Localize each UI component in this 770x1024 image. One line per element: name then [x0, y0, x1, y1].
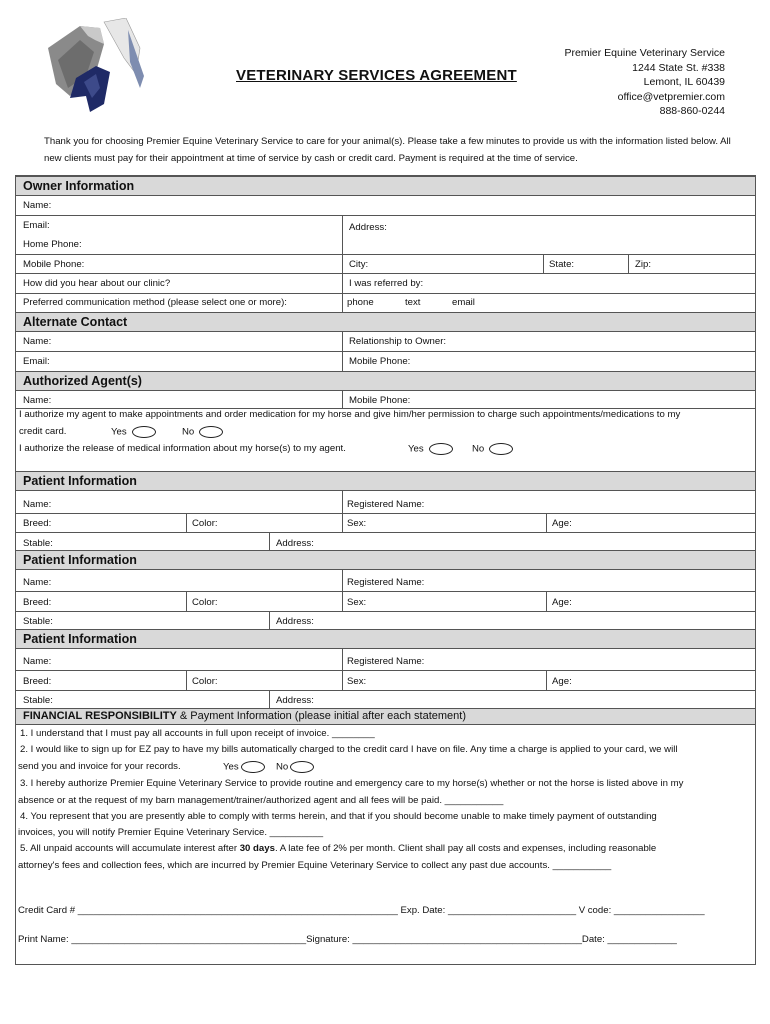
- no-radio[interactable]: [290, 761, 314, 773]
- patient-1-stable-field[interactable]: Stable:: [23, 538, 53, 549]
- clinic-city: Lemont, IL 60439: [643, 76, 725, 88]
- alternate-mobile-field[interactable]: Mobile Phone:: [349, 356, 411, 367]
- agent-mobile-field[interactable]: Mobile Phone:: [349, 395, 411, 406]
- patient-3-name-field[interactable]: Name:: [23, 656, 52, 667]
- patient-3-address-field[interactable]: Address:: [276, 695, 314, 706]
- signature-line[interactable]: Print Name: ____________________________________________Signature: ___________________________________________Date: _____________: [18, 934, 677, 945]
- clinic-name: Premier Equine Veterinary Service: [564, 47, 725, 59]
- patient-3-age-field[interactable]: Age:: [552, 676, 572, 687]
- agent-auth2-no[interactable]: [472, 443, 513, 456]
- patient-1-address-field[interactable]: Address:: [276, 538, 314, 549]
- statement-5a-post: . A late fee of 2% per month. Client shall pay all costs and expenses, including reasonable: [274, 843, 657, 854]
- hear-about-field[interactable]: How did you hear about our clinic?: [23, 278, 171, 289]
- clinic-phone: 888-860-0244: [659, 105, 725, 117]
- statement-5a: [20, 843, 656, 855]
- statement-2b: send you and invoice for your records.: [18, 761, 181, 772]
- statement-3b: absence or at the request of my barn management/trainer/authorized agent and all fees will be paid. ___________: [18, 795, 504, 806]
- owner-address-field[interactable]: Address:: [349, 222, 387, 233]
- patient-1-sex-field[interactable]: Sex:: [347, 518, 367, 529]
- clinic-street: 1244 State St. #338: [632, 61, 725, 74]
- alternate-email-field[interactable]: Email:: [23, 356, 50, 367]
- patient-2-color-field[interactable]: Color:: [192, 597, 218, 608]
- patient-2-registered-name-field[interactable]: Registered Name:: [347, 577, 425, 588]
- no-label: No: [472, 443, 485, 455]
- agent-auth1-no[interactable]: [182, 426, 223, 439]
- comm-option-phone[interactable]: phone: [347, 297, 374, 308]
- financial-title-bold: FINANCIAL RESPONSIBILITY: [23, 710, 177, 722]
- yes-radio[interactable]: [429, 443, 453, 455]
- section-patient-2-header: Patient Information: [16, 550, 755, 570]
- no-radio[interactable]: [199, 426, 223, 438]
- alternate-relationship-field[interactable]: Relationship to Owner:: [349, 336, 447, 347]
- patient-1-color-field[interactable]: Color:: [192, 518, 218, 529]
- owner-email-field[interactable]: Email:: [23, 220, 50, 231]
- patient-3-registered-name-field[interactable]: Registered Name:: [347, 656, 425, 667]
- section-owner-header: Owner Information: [16, 176, 755, 196]
- agent-authorization-text-1: I authorize my agent to make appointments and order medication for my horse and give him/her permission to charge such appointments/medications to my: [19, 409, 681, 420]
- clinic-contact-block: [565, 46, 726, 119]
- statement-5a-pre: 5. All unpaid accounts will accumulate interest after: [20, 843, 240, 854]
- section-agent-header: Authorized Agent(s): [16, 371, 755, 391]
- yes-radio[interactable]: [132, 426, 156, 438]
- preferred-communication-label: Preferred communication method (please select one or more):: [23, 297, 287, 308]
- agent-auth1-yes[interactable]: [111, 426, 156, 439]
- yes-label: Yes: [408, 443, 424, 455]
- patient-1-registered-name-field[interactable]: Registered Name:: [347, 499, 425, 510]
- statement-3a: 3. I hereby authorize Premier Equine Veterinary Service to provide routine and emergency care to my horse(s) whether or not the horse is listed above in my: [20, 778, 684, 789]
- patient-1-age-field[interactable]: Age:: [552, 518, 572, 529]
- yes-label: Yes: [111, 426, 127, 438]
- owner-zip-field[interactable]: Zip:: [635, 259, 651, 270]
- statement-5a-bold: 30 days: [239, 843, 275, 854]
- agent-authorization-text-1b: credit card.: [19, 426, 67, 437]
- owner-state-field[interactable]: State:: [549, 259, 575, 270]
- section-financial-header: [16, 708, 755, 725]
- statement-4b: invoices, you will notify Premier Equine Veterinary Service. __________: [18, 827, 324, 838]
- patient-1-name-field[interactable]: Name:: [23, 499, 52, 510]
- statement-2a: 2. I would like to sign up for EZ pay to have my bills automatically charged to the credit card I have on file. Any time a charge is applied to your card, we will: [20, 744, 678, 755]
- no-label: No: [276, 761, 289, 773]
- financial-title-rest: & Payment Information (please initial after each statement): [176, 710, 467, 722]
- statement-1: 1. I understand that I must pay all accounts in full upon receipt of invoice. ________: [20, 728, 375, 739]
- yes-radio[interactable]: [241, 761, 265, 773]
- patient-2-sex-field[interactable]: Sex:: [347, 597, 367, 608]
- document-title: VETERINARY SERVICES AGREEMENT: [236, 67, 517, 84]
- agent-name-field[interactable]: Name:: [23, 395, 52, 406]
- patient-3-breed-field[interactable]: Breed:: [23, 676, 52, 687]
- agent-auth2-yes[interactable]: [408, 443, 453, 456]
- owner-home-phone-field[interactable]: Home Phone:: [23, 239, 82, 250]
- patient-2-address-field[interactable]: Address:: [276, 616, 314, 627]
- clinic-email[interactable]: office@vetpremier.com: [617, 90, 725, 103]
- owner-name-field[interactable]: Name:: [23, 200, 52, 211]
- patient-2-age-field[interactable]: Age:: [552, 597, 572, 608]
- credit-card-line[interactable]: Credit Card # ____________________________________________________________ Exp. Date: ________________________ V code: _________________: [18, 905, 705, 916]
- statement-5b: attorney's fees and collection fees, which are incurred by Premier Equine Veterinary Service to collect any past due accounts. ___________: [18, 860, 612, 871]
- statement-4a: 4. You represent that you are presently able to comply with terms herein, and that if you should become unable to make timely payment of outstanding: [20, 811, 657, 822]
- section-patient-1-header: Patient Information: [16, 471, 755, 491]
- ezpay-yes[interactable]: [223, 761, 265, 774]
- section-patient-3-header: Patient Information: [16, 629, 755, 649]
- patient-3-sex-field[interactable]: Sex:: [347, 676, 367, 687]
- ezpay-no[interactable]: [276, 761, 314, 774]
- no-radio[interactable]: [489, 443, 513, 455]
- no-label: No: [182, 426, 195, 438]
- section-alternate-header: Alternate Contact: [16, 312, 755, 332]
- patient-2-name-field[interactable]: Name:: [23, 577, 52, 588]
- patient-1-breed-field[interactable]: Breed:: [23, 518, 52, 529]
- owner-city-field[interactable]: City:: [349, 259, 369, 270]
- patient-2-stable-field[interactable]: Stable:: [23, 616, 53, 627]
- comm-option-text[interactable]: text: [405, 297, 421, 308]
- patient-3-stable-field[interactable]: Stable:: [23, 695, 53, 706]
- clinic-logo: [40, 18, 148, 113]
- owner-mobile-phone-field[interactable]: Mobile Phone:: [23, 259, 85, 270]
- yes-label: Yes: [223, 761, 239, 773]
- agent-authorization-text-2: I authorize the release of medical information about my horse(s) to my agent.: [19, 443, 346, 454]
- patient-2-breed-field[interactable]: Breed:: [23, 597, 52, 608]
- agreement-form: [15, 175, 756, 965]
- patient-3-color-field[interactable]: Color:: [192, 676, 218, 687]
- referred-by-field[interactable]: I was referred by:: [349, 278, 424, 289]
- intro-paragraph: Thank you for choosing Premier Equine Veterinary Service to care for your animal(s). Please take a few minutes to provide us with the information listed below. All new clients must pay for their appointment at time of service by cash or credit card. Payment is required at the time of service.: [44, 136, 731, 164]
- comm-option-email[interactable]: email: [452, 297, 475, 308]
- alternate-name-field[interactable]: Name:: [23, 336, 52, 347]
